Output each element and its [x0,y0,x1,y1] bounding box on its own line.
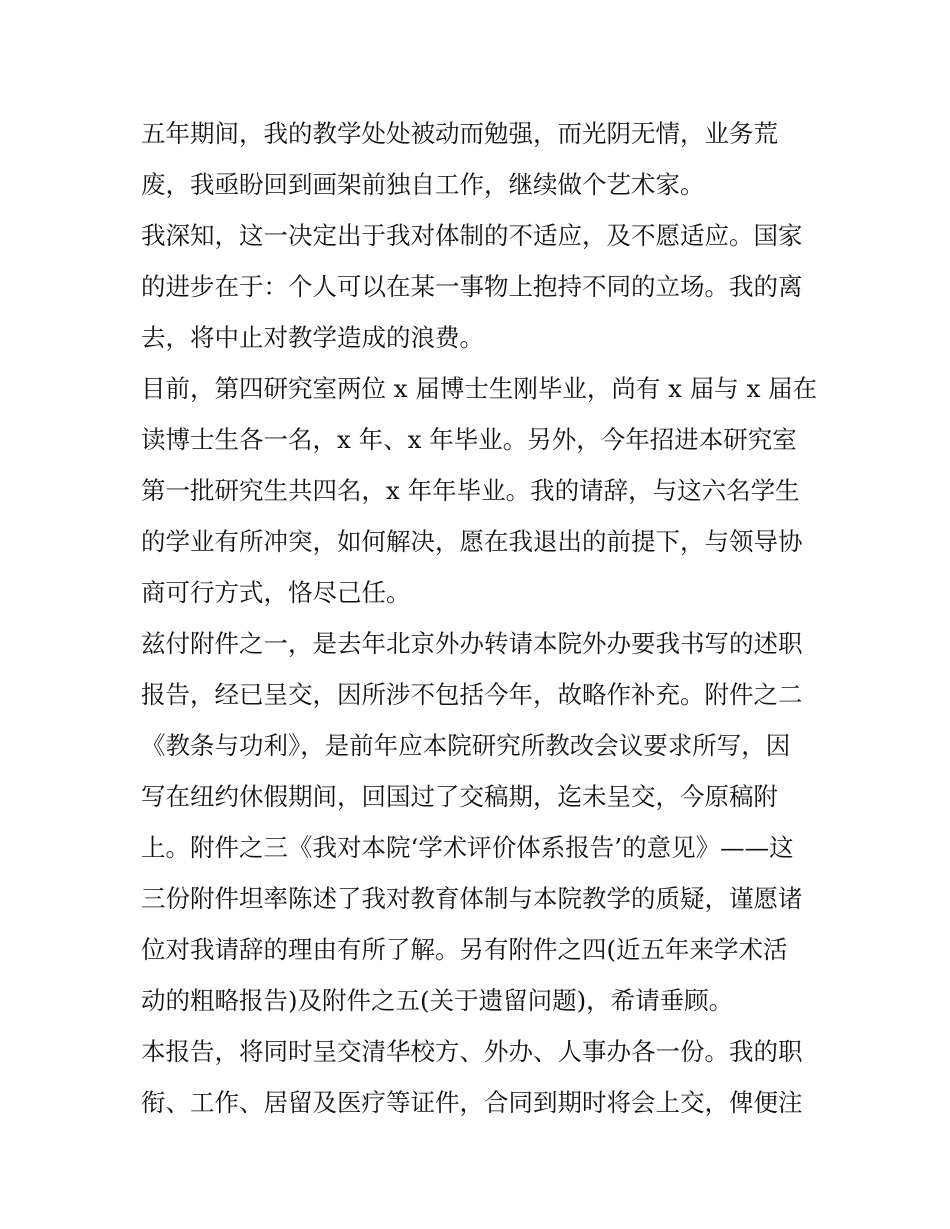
text-line: 报告，经已呈交，因所涉不包括今年，故略作补充。附件之二 [141,680,803,709]
text-line: 兹付附件之一，是去年北京外办转请本院外办要我书写的述职 [141,629,803,658]
text-line: 第一批研究生共四名，x 年年毕业。我的请辞，与这六名学生 [141,476,800,505]
text-line: 的进步在于：个人可以在某一事物上抱持不同的立场。我的离 [141,272,803,301]
text-line: 位对我请辞的理由有所了解。另有附件之四(近五年来学术活 [141,935,788,964]
text-line: 商可行方式，恪尽己任。 [141,578,411,607]
text-line: 衔、工作、居留及医疗等证件，合同到期时将会上交，俾便注 [141,1088,803,1117]
text-line: 的学业有所冲突，如何解决，愿在我退出的前提下，与领导协 [141,527,803,556]
text-line: 去，将中止对教学造成的浪费。 [141,323,484,352]
text-line: 目前，第四研究室两位 x 届博士生刚毕业，尚有 x 届与 x 届在 [141,374,818,403]
text-line: 上。附件之三《我对本院‘学术评价体系报告’的意见》——这 [141,833,794,862]
text-line: 写在纽约休假期间，回国过了交稿期，迄未呈交，今原稿附 [141,782,778,811]
text-line: 动的粗略报告)及附件之五(关于遗留问题)，希请垂顾。 [141,986,734,1015]
text-line: 废，我亟盼回到画架前独自工作，继续做个艺术家。 [141,170,705,199]
text-line: 五年期间，我的教学处处被动而勉强，而光阴无情，业务荒 [141,119,778,148]
text-line: 三份附件坦率陈述了我对教育体制与本院教学的质疑，谨愿诸 [141,884,803,913]
text-line: 读博士生各一名，x 年、x 年毕业。另外，今年招进本研究室 [141,425,797,454]
text-line: 本报告，将同时呈交清华校方、外办、人事办各一份。我的职 [141,1037,803,1066]
text-line: 《教条与功利》，是前年应本院研究所教改会议要求所写，因 [141,731,791,760]
text-line: 我深知，这一决定出于我对体制的不适应，及不愿适应。国家 [141,221,803,250]
body-text [141,108,821,1128]
